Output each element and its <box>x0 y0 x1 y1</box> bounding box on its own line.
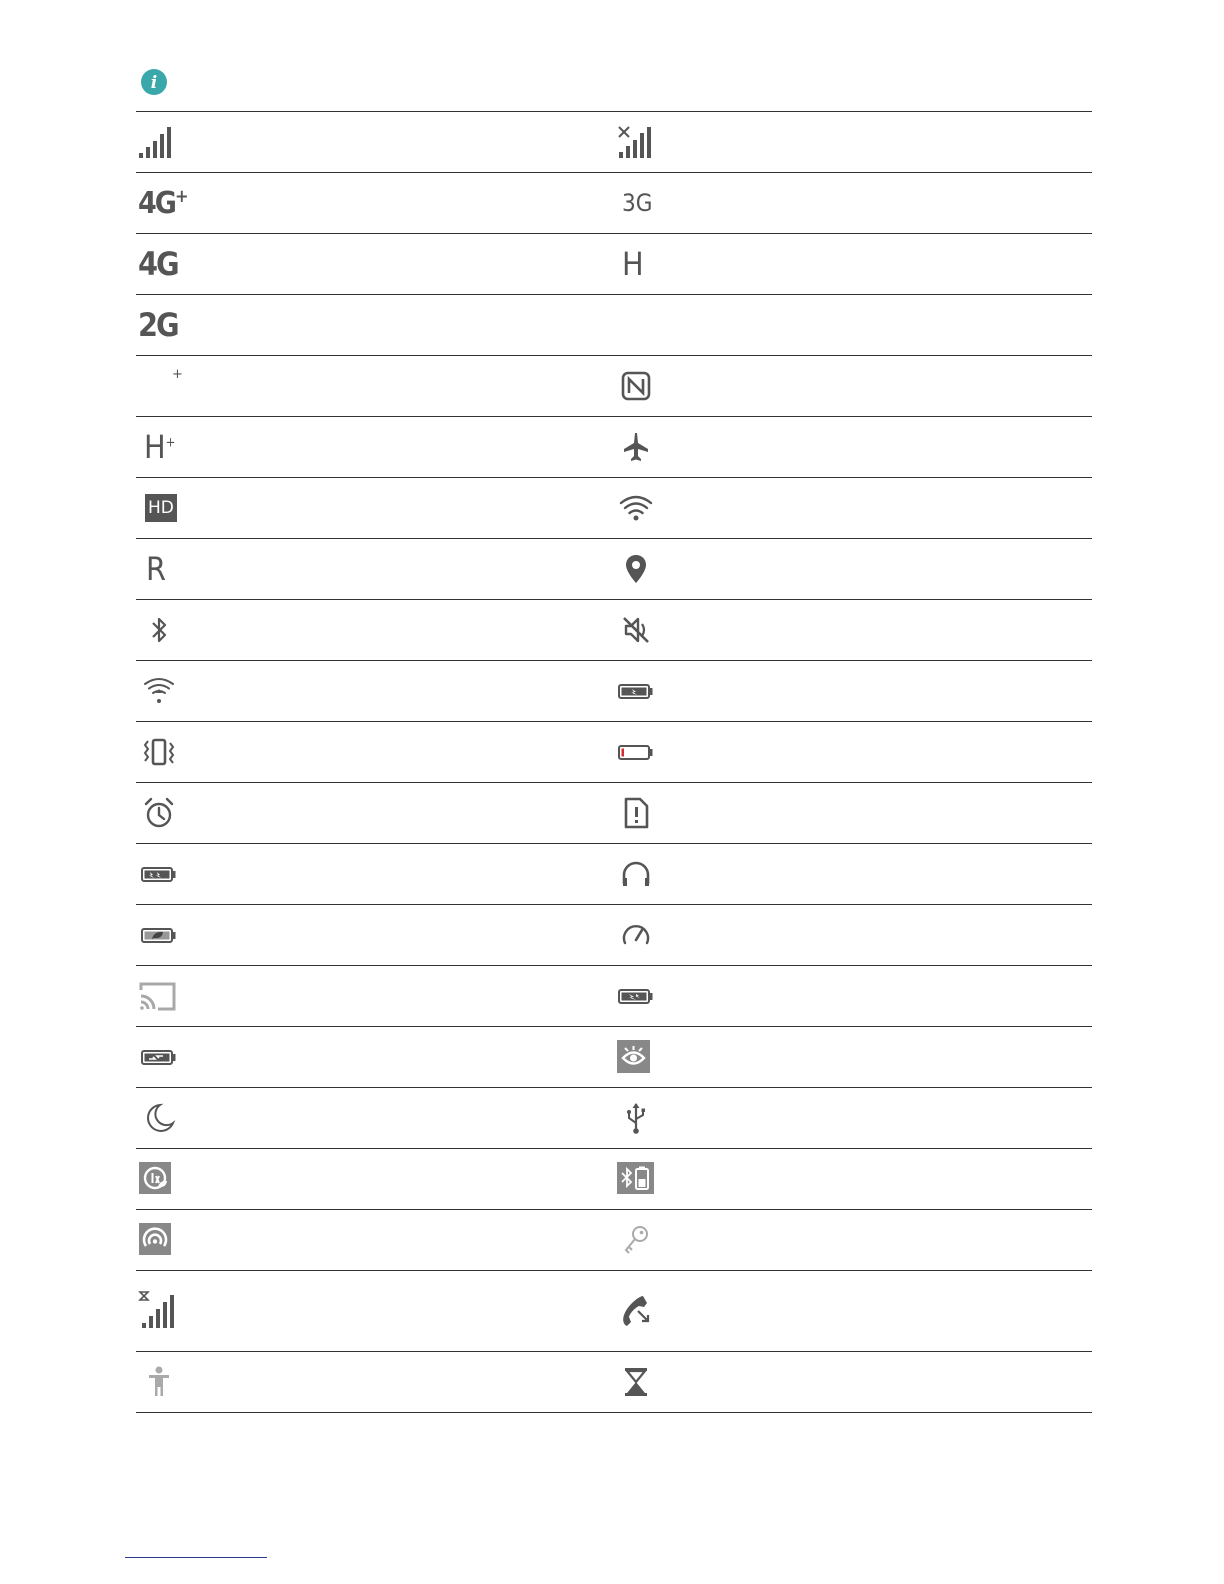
table-row <box>136 1088 1092 1149</box>
info-icon <box>140 68 168 96</box>
do-not-disturb-icon <box>139 1098 179 1138</box>
digital-balance-icon <box>616 1362 656 1402</box>
table-row <box>136 539 1092 600</box>
table-row <box>136 234 1092 295</box>
table-row <box>136 661 1092 722</box>
status-icon-table <box>136 111 1092 1413</box>
network-2g-icon: 2G <box>138 306 178 344</box>
signal-strength-icon <box>136 122 176 162</box>
network-hspa-plus-icon: H+ <box>144 428 176 466</box>
location-icon <box>616 549 656 589</box>
battery-charging-icon <box>616 671 656 711</box>
bluetooth-icon <box>139 610 179 650</box>
alarm-icon <box>139 793 179 833</box>
table-row <box>136 600 1092 661</box>
table-row <box>136 783 1092 844</box>
table-row <box>136 844 1092 905</box>
table-row <box>136 1210 1092 1271</box>
table-row <box>136 1352 1092 1413</box>
table-row <box>136 722 1092 783</box>
signal-searching-icon <box>136 1289 180 1333</box>
table-row <box>136 112 1092 173</box>
fast-charging-icon <box>616 976 656 1016</box>
wireless-charging-icon <box>136 1037 180 1077</box>
network-hspa-icon: H <box>622 245 644 283</box>
table-row <box>136 295 1092 356</box>
table-row <box>136 1027 1092 1088</box>
silent-mode-icon <box>616 610 656 650</box>
network-4g-icon: 4G <box>138 245 178 283</box>
table-row <box>136 478 1092 539</box>
network-plus-icon: + <box>172 366 183 382</box>
vibration-mode-icon <box>139 732 179 772</box>
battery-low-icon <box>616 732 656 772</box>
eye-comfort-icon <box>616 1037 656 1077</box>
table-row <box>136 1271 1092 1352</box>
roaming-icon: R <box>146 550 166 588</box>
network-4g-plus-icon: 4G+ <box>138 185 187 221</box>
screen-cast-icon <box>136 976 180 1016</box>
table-row <box>136 417 1092 478</box>
headset-icon <box>616 854 656 894</box>
table-row <box>136 905 1092 966</box>
driving-mode-icon <box>139 1362 179 1402</box>
missed-call-icon <box>616 1291 656 1331</box>
airplane-mode-icon <box>616 427 656 467</box>
super-charging-icon <box>136 854 180 894</box>
table-row <box>136 356 1092 417</box>
svg-text:i: i <box>150 73 158 93</box>
footnote-rule <box>125 1557 267 1558</box>
table-row <box>136 966 1092 1027</box>
network-3g-icon: 3G <box>622 189 653 217</box>
volte-hd-icon: HD <box>145 494 177 522</box>
wifi-icon <box>616 488 656 528</box>
bluetooth-battery-icon <box>616 1159 656 1199</box>
vpn-key-icon <box>616 1220 656 1260</box>
nfc-icon <box>616 366 656 406</box>
wifi-hotspot-icon <box>139 671 179 711</box>
no-signal-icon <box>616 122 656 162</box>
no-sim-card-icon <box>616 793 656 833</box>
data-saver-icon <box>137 1159 177 1199</box>
hotspot-connected-icon <box>137 1220 177 1260</box>
power-saving-icon <box>136 915 180 955</box>
performance-mode-icon <box>616 915 656 955</box>
table-row <box>136 173 1092 234</box>
usb-connected-icon <box>616 1098 656 1138</box>
table-row <box>136 1149 1092 1210</box>
